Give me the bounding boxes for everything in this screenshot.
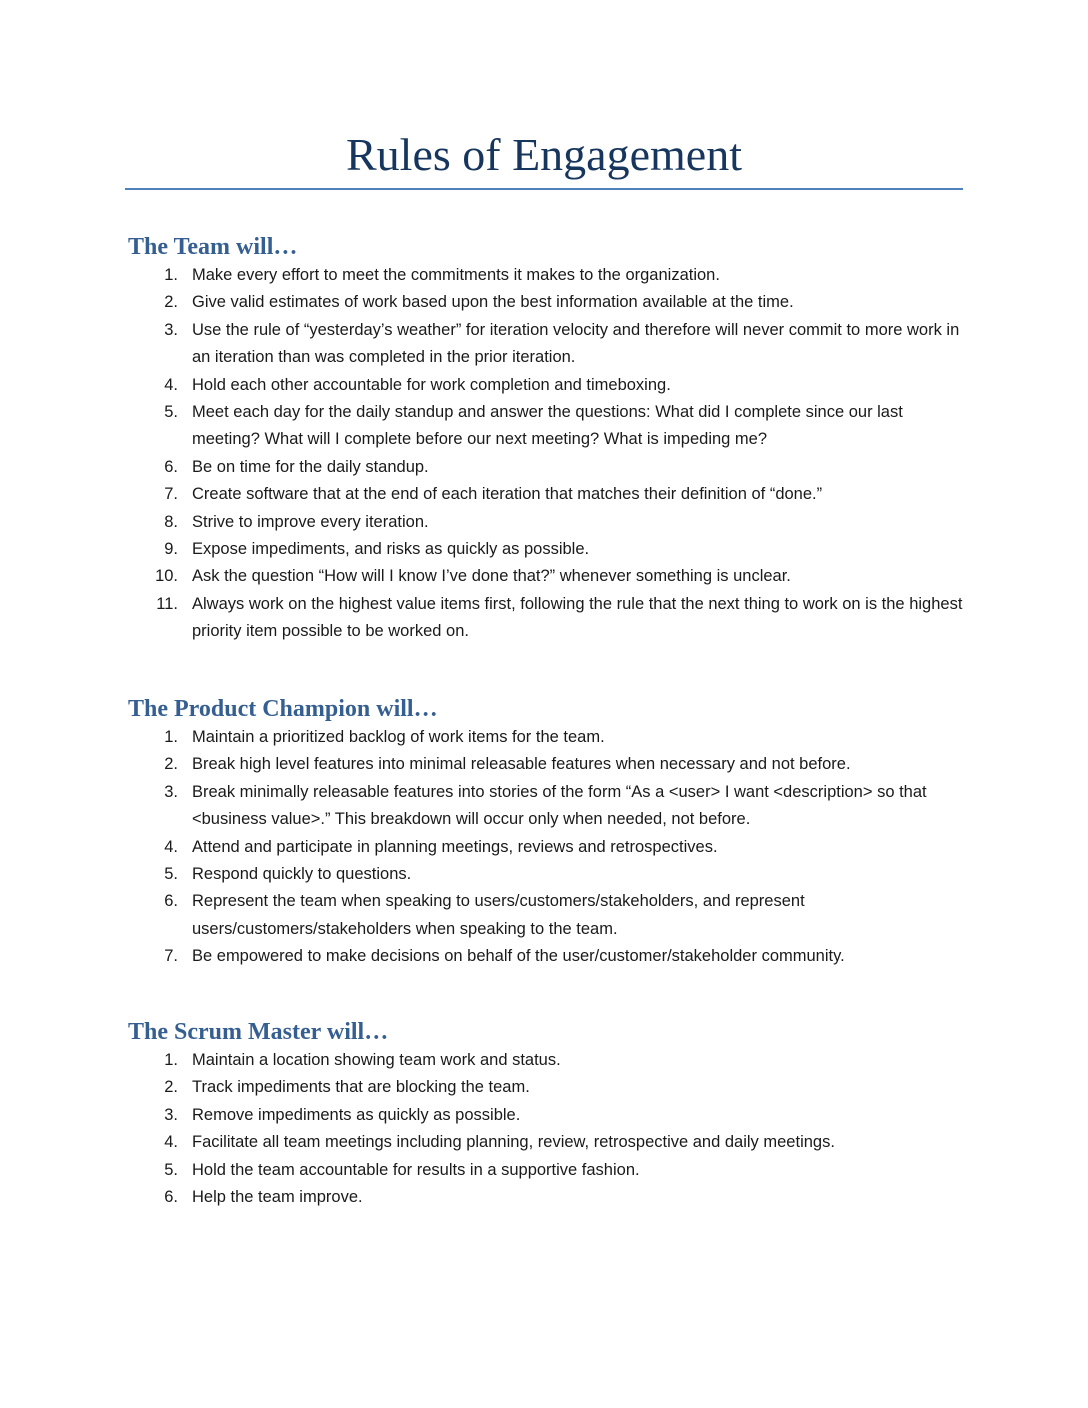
item-text: Remove impediments as quickly as possible. xyxy=(192,1105,521,1124)
item-text: Use the rule of “yesterday’s weather” for iteration velocity and therefore will never commit to more work in an iteration than was completed in the prior iteration. xyxy=(192,320,960,367)
item-text: Break high level features into minimal releasable features when necessary and not before. xyxy=(192,755,851,774)
item-number: 6. xyxy=(164,1188,178,1207)
item-number: 10. xyxy=(155,567,178,586)
list-item xyxy=(128,536,968,563)
item-text: Maintain a location showing team work and status. xyxy=(192,1051,561,1069)
list-item xyxy=(128,509,968,536)
item-text: Help the team improve. xyxy=(192,1188,363,1207)
list-item xyxy=(128,454,968,481)
item-text: Make every effort to meet the commitments it makes to the organization. xyxy=(192,266,720,284)
list-item xyxy=(128,888,968,943)
list-item xyxy=(128,1184,968,1211)
item-number: 3. xyxy=(164,1105,178,1124)
item-text: Hold the team accountable for results in a supportive fashion. xyxy=(192,1160,640,1179)
list-item xyxy=(128,262,968,289)
item-number: 6. xyxy=(164,457,178,476)
item-number: 8. xyxy=(164,512,178,531)
list-item xyxy=(128,399,968,454)
item-text: Always work on the highest value items first, following the rule that the next thing to work on is the highest priority item possible to be worked on. xyxy=(192,594,963,641)
item-number: 1. xyxy=(164,1051,178,1069)
list-item xyxy=(128,1102,968,1129)
item-text: Create software that at the end of each iteration that matches their definition of “done.” xyxy=(192,485,823,504)
list-item xyxy=(128,1047,968,1074)
item-text: Strive to improve every iteration. xyxy=(192,512,429,531)
item-number: 4. xyxy=(164,375,178,394)
item-text: Be empowered to make decisions on behalf of the user/customer/stakeholder community. xyxy=(192,947,845,966)
section-heading: The Scrum Master will… xyxy=(128,1019,389,1045)
list-item xyxy=(128,1129,968,1156)
list-item xyxy=(128,481,968,508)
item-number: 2. xyxy=(164,755,178,774)
list-item xyxy=(128,591,968,646)
item-number: 2. xyxy=(164,1078,178,1097)
section-scrum-master xyxy=(128,1017,968,1211)
item-number: 3. xyxy=(164,320,178,339)
list-item xyxy=(128,1074,968,1101)
item-text: Ask the question “How will I know I’ve done that?” whenever something is unclear. xyxy=(192,567,791,586)
rules-list xyxy=(128,1047,968,1211)
item-text: Maintain a prioritized backlog of work items for the team. xyxy=(192,728,605,746)
section-product-champion xyxy=(128,694,968,971)
rules-list xyxy=(128,262,968,646)
item-number: 4. xyxy=(164,1133,178,1152)
section-heading: The Product Champion will… xyxy=(128,696,438,722)
item-number: 3. xyxy=(164,782,178,801)
list-item xyxy=(128,317,968,372)
item-text: Track impediments that are blocking the team. xyxy=(192,1078,530,1097)
list-item xyxy=(128,1157,968,1184)
list-item xyxy=(128,861,968,888)
item-text: Expose impediments, and risks as quickly as possible. xyxy=(192,540,590,559)
list-item xyxy=(128,834,968,861)
section-team xyxy=(128,232,968,646)
item-number: 2. xyxy=(164,293,178,312)
item-number: 7. xyxy=(164,947,178,966)
item-number: 5. xyxy=(164,1160,178,1179)
list-item xyxy=(128,289,968,316)
item-number: 5. xyxy=(164,865,178,884)
title-divider xyxy=(125,188,963,190)
item-number: 9. xyxy=(164,540,178,559)
list-item xyxy=(128,779,968,834)
item-number: 11. xyxy=(156,594,178,613)
item-text: Give valid estimates of work based upon the best information available at the time. xyxy=(192,293,794,312)
item-text: Hold each other accountable for work completion and timeboxing. xyxy=(192,375,671,394)
page-title: Rules of Engagement xyxy=(345,129,742,180)
item-number: 7. xyxy=(164,485,178,504)
list-item xyxy=(128,372,968,399)
section-heading: The Team will… xyxy=(128,234,298,260)
item-text: Be on time for the daily standup. xyxy=(192,457,429,476)
item-text: Attend and participate in planning meetings, reviews and retrospectives. xyxy=(192,837,718,856)
item-number: 6. xyxy=(164,892,178,911)
item-text: Respond quickly to questions. xyxy=(192,865,412,884)
item-number: 5. xyxy=(164,403,178,422)
item-text: Facilitate all team meetings including planning, review, retrospective and daily meetings. xyxy=(192,1133,835,1152)
list-item xyxy=(128,724,968,751)
list-item xyxy=(128,563,968,590)
item-number: 1. xyxy=(164,266,178,284)
item-number: 1. xyxy=(164,728,178,746)
item-text: Break minimally releasable features into stories of the form “As a <user> I want <description> so that <business value>.” This breakdown will occur only when needed, not before. xyxy=(192,782,927,829)
list-item xyxy=(128,943,968,970)
item-number: 4. xyxy=(164,837,178,856)
item-text: Meet each day for the daily standup and answer the questions: What did I complete since our last meeting? What will I complete before our next meeting? What is impeding me? xyxy=(192,403,903,449)
item-text: Represent the team when speaking to users/customers/stakeholders, and represent users/customers/stakeholders when speaking to the team. xyxy=(192,892,805,938)
rules-list xyxy=(128,724,968,971)
list-item xyxy=(128,751,968,778)
